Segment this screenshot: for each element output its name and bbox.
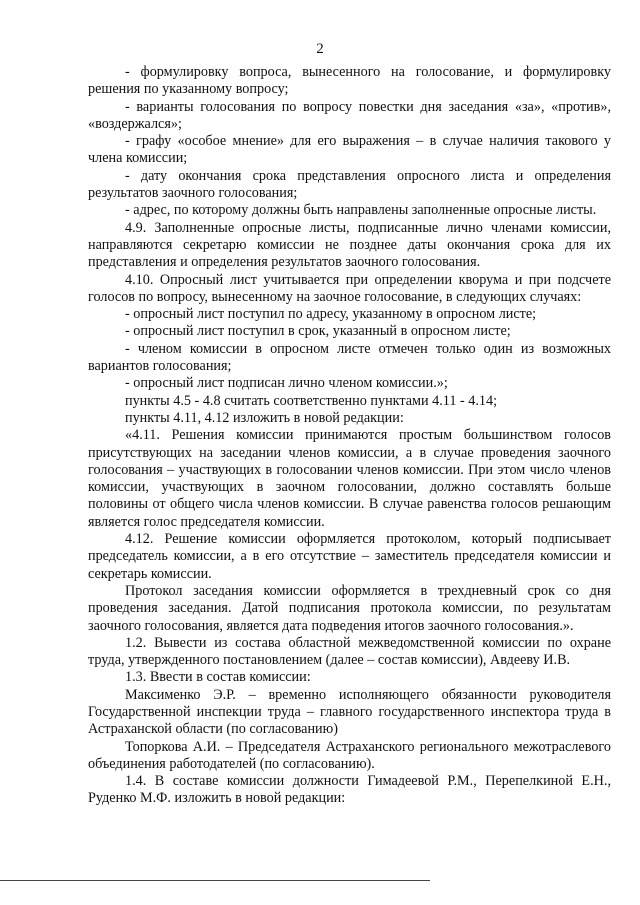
paragraph: 4.12. Решение комиссии оформляется протоколом, который подписывает председатель комиссии, а в его отсутствие – заместитель председателя комиссии и секретарь комиссии.: [88, 531, 611, 582]
paragraph: - графу «особое мнение» для его выражения – в случае наличия такового у члена комиссии;: [88, 133, 611, 167]
paragraph: Максименко Э.Р. – временно исполняющего обязанности руководителя Государственной инспекции труда – главного государственного инспектора труда в Астраханской области (по согласованию): [88, 686, 611, 738]
paragraph: пункты 4.5 - 4.8 считать соответственно пунктами 4.11 - 4.14;: [125, 392, 498, 409]
paragraph: Топоркова А.И. – Председателя Астраханского регионального межотраслевого объединения работодателей (по согласованию).: [88, 738, 611, 772]
paragraph: - формулировку вопроса, вынесенного на голосование, и формулировку решения по указанному вопросу;: [88, 64, 611, 98]
paragraph: 1.3. Ввести в состав комиссии:: [125, 669, 311, 686]
paragraph: пункты 4.11, 4.12 изложить в новой редакции:: [125, 409, 404, 426]
paragraph: - опросный лист поступил по адресу, указанному в опросном листе;: [125, 306, 537, 323]
paragraph: - дату окончания срока представления опросного листа и определения результатов заочного голосования;: [88, 167, 611, 202]
paragraph: «4.11. Решения комиссии принимаются простым большинством голосов присутствующих на заседании членов комиссии, а в случае проведения заочного голосования – участвующих в голосовании членов комиссии. При этом число членов комиссии, участвующих в заочном голосовании, должно составлять больше половины от общего числа членов комиссии. В случае равенства голосов решающим является голос председателя комиссии.: [88, 427, 611, 530]
paragraph: 1.2. Вывести из состава областной межведомственной комиссии по охране труда, утвержденного постановлением (далее – состав комиссии), Авдееву И.В.: [88, 634, 611, 669]
paragraph: Протокол заседания комиссии оформляется в трехдневный срок со дня проведения заседания. Датой подписания протокола комиссии, по результатам заочного голосования, является дата подведения итогов заочного голосования.».: [88, 582, 611, 634]
paragraph: - опросный лист поступил в срок, указанный в опросном листе;: [125, 323, 511, 340]
paragraph: 1.4. В составе комиссии должности Гимадеевой Р.М., Перепелкиной Е.Н., Руденко М.Ф. изложить в новой редакции:: [88, 773, 611, 807]
paragraph: - членом комиссии в опросном листе отмечен только один из возможных вариантов голосования;: [88, 340, 611, 375]
paragraph: - опросный лист подписан лично членом комиссии.»;: [125, 375, 448, 392]
page-number: 2: [316, 41, 324, 57]
paragraph: 4.10. Опросный лист учитывается при определении кворума и при подсчете голосов по вопросу, вынесенному на заочное голосование, в следующих случаях:: [88, 271, 611, 305]
paragraph: - варианты голосования по вопросу повестки дня заседания «за», «против», «воздержался»;: [88, 98, 611, 132]
document-body: [88, 64, 611, 808]
paragraph: - адрес, по которому должны быть направлены заполненные опросные листы.: [125, 202, 597, 219]
paragraph: 4.9. Заполненные опросные листы, подписанные лично членами комиссии, направляются секретарю комиссии не позднее даты окончания срока для их представления и определения результатов заочного голосования.: [88, 219, 611, 271]
footer-divider: [0, 880, 430, 881]
